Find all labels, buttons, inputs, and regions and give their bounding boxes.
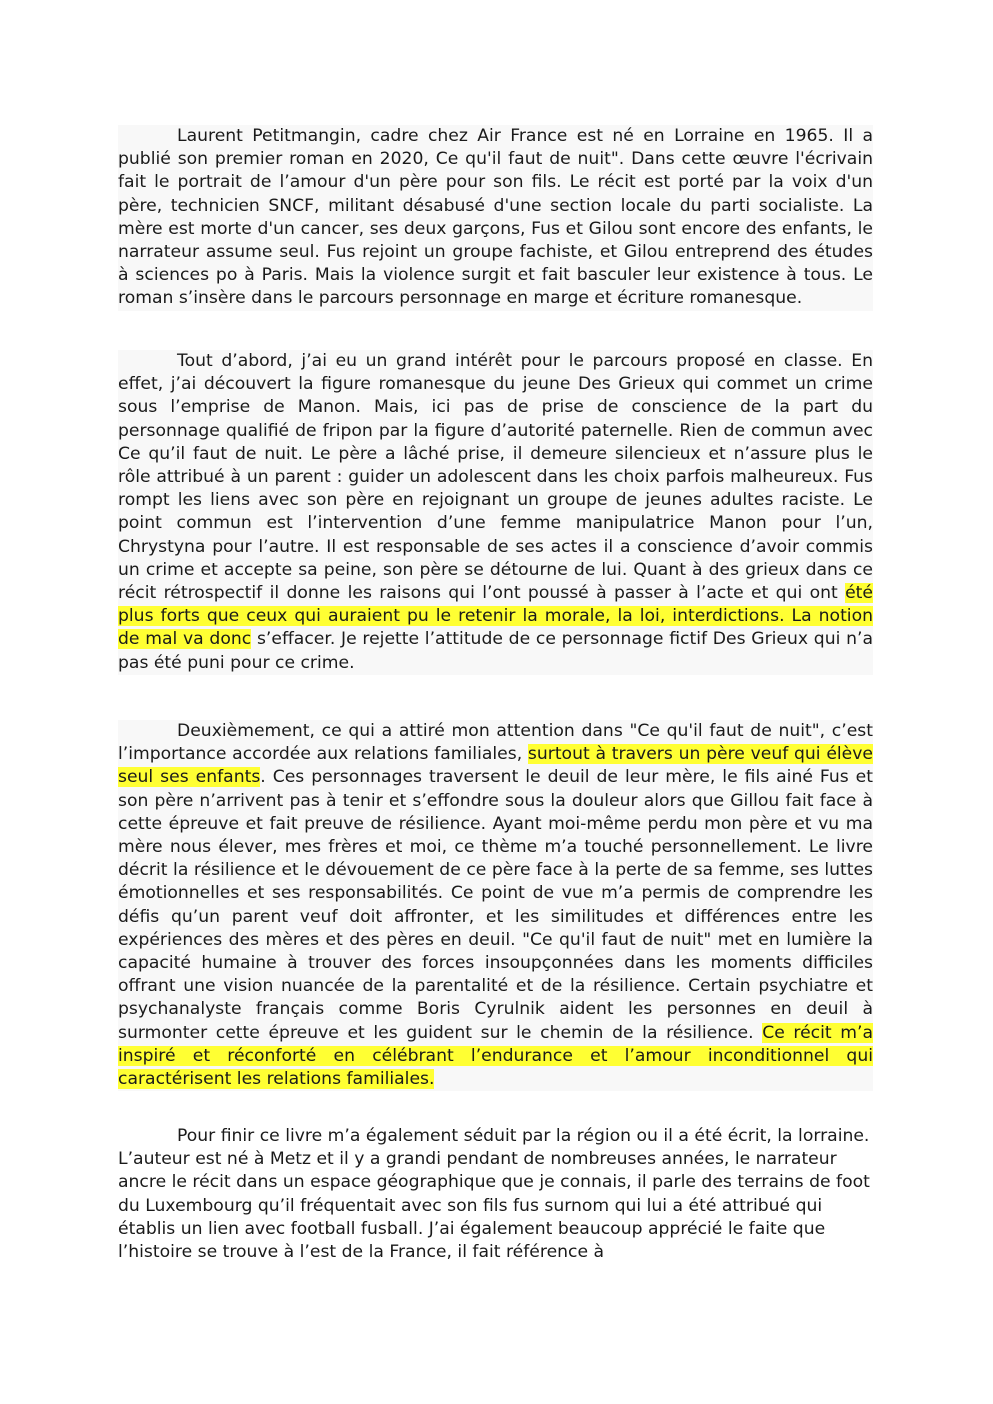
- paragraph-4: [118, 1125, 873, 1264]
- paragraph-first-argument: [118, 350, 873, 675]
- paragraph-4-text: Pour finir ce livre m’a également séduit par la région ou il a été écrit, la lorraine. L’auteur est né à Metz et il y a grandi pendant de nombreuses années, le narrateur ancre le récit dans un espace géographique que je connais, il parle des terrains de foot du Luxembourg qu’il fréquentait avec son fils fus surnom qui lui a été attribué qui établis un lien avec football fusball. J’ai également beaucoup apprécié le faite que l’histoire se trouve à l’est de la France, il fait référence à: [118, 1126, 870, 1263]
- paragraph-2-text-end: s’effacer. Je rejette l’attitude de ce personnage fictif Des Grieux qui n’a pas été puni pour ce crime.: [118, 629, 873, 673]
- paragraph-second-argument: [118, 720, 873, 1091]
- paragraph-3-text-middle: . Ces personnages traversent le deuil de leur mère, le fils ainé Fus et son père n’arrivent pas à tenir et s’effondre sous la douleur alors que Gillou fait face à cette épreuve et fait preuve de résilience. Ayant moi-même perdu mon père et vu ma mère nous élever, mes frères et moi, ce thème m’a touché personnellement. Le livre décrit la résilience et le dévouement de ce père face à la perte de sa femme, ses luttes émotionnelles et ses responsabilités. Ce point de vue m’a permis de comprendre les défis qu’un parent veuf doit affronter, et les similitudes et différences entre les expériences des mères et des pères en deuil. "Ce qu'il faut de nuit" met en lumière la capacité humaine à trouver des forces insoupçonnées dans les moments difficiles offrant une vision nuancée de la parentalité et de la résilience. Certain psychiatre et psychanalyste français comme Boris Cyrulnik aident les personnes en deuil à surmonter cette épreuve et les guident sur le chemin de la résilience.: [118, 767, 873, 1043]
- paragraph-1: [118, 125, 873, 311]
- paragraph-3-text-start: Deuxièmement, ce qui a attiré mon attention dans "Ce qu'il faut de nuit", c’est l’importance accordée aux relations familiales,: [118, 721, 873, 765]
- paragraph-3-highlight-1: surtout à travers un père veuf qui élève seul ses enfants: [118, 744, 873, 788]
- paragraph-2: [118, 350, 873, 675]
- paragraph-3-highlight-2: Ce récit m’a inspiré et réconforté en célébrant l’endurance et l’amour inconditionnel qui caractérisent les relations familiales.: [118, 1022, 873, 1090]
- paragraph-1-text: Laurent Petitmangin, cadre chez Air France est né en Lorraine en 1965. Il a publié son premier roman en 2020, Ce qu'il faut de nuit". Dans cette œuvre l'écrivain fait le portrait de l’amour d'un père pour son fils. Le récit est porté par la voix d'un père, technicien SNCF, militant désabusé d'une section locale du parti socialiste. La mère est morte d'un cancer, ses deux garçons, Fus et Gilou sont encore des enfants, le narrateur assume seul. Fus rejoint un groupe fachiste, et Gilou entreprend des études à sciences po à Paris. Mais la violence surgit et fait basculer leur existence à tous. Le roman s’insère dans le parcours personnage en marge et écriture romanesque.: [118, 126, 873, 309]
- paragraph-2-text-start: Tout d’abord, j’ai eu un grand intérêt pour le parcours proposé en classe. En effet, j’ai découvert la figure romanesque du jeune Des Grieux qui commet un crime sous l’emprise de Manon. Mais, ici pas de prise de conscience de la part du personnage qualifié de fripon par la figure d’autorité paternelle. Rien de commun avec Ce qu’il faut de nuit. Le père a lâché prise, il demeure silencieux et n’assure plus le rôle attribué à un parent : guider un adolescent dans les choix parfois malheureux. Fus rompt les liens avec son père en rejoignant un groupe de jeunes adultes raciste. Le point commun est l’intervention d’une femme manipulatrice Manon pour l’un, Chrystyna pour l’autre. Il est responsable de ses actes il a conscience d’avoir commis un crime et accepte sa peine, son père se détourne de lui. Quant à des grieux dans ce récit rétrospectif il donne les raisons qui l’ont poussé à passer à l’acte et qui ont: [118, 351, 873, 604]
- paragraph-final-argument: [118, 1125, 873, 1264]
- paragraph-2-highlight: été plus forts que ceux qui auraient pu le retenir la morale, la loi, interdictions. La notion de mal va donc: [118, 583, 873, 650]
- paragraph-3: [118, 720, 873, 1091]
- paragraph-intro: [118, 125, 873, 311]
